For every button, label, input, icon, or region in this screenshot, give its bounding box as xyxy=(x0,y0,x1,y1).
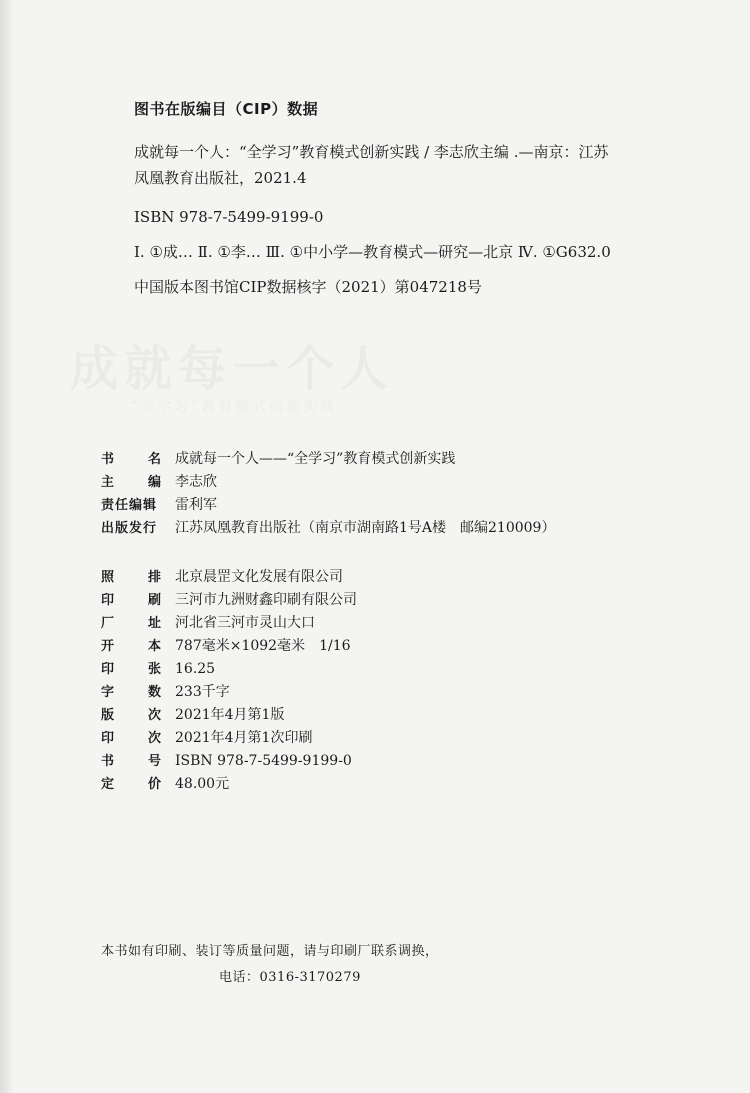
info-label xyxy=(101,448,161,467)
label-char: 次 xyxy=(147,708,161,723)
label-char: 印 xyxy=(101,593,115,608)
info-row-edition xyxy=(101,704,555,727)
cip-classification xyxy=(134,239,694,265)
label-char: 版 xyxy=(101,708,115,723)
label-char: 照 xyxy=(101,570,115,585)
info-value: 48.00元 xyxy=(175,776,230,792)
info-row-book-number xyxy=(101,750,555,773)
label-char: 编 xyxy=(147,475,161,490)
info-label xyxy=(101,589,161,608)
info-row-impression xyxy=(101,727,555,750)
info-label xyxy=(101,471,161,490)
info-label xyxy=(101,566,161,585)
show-through-subtitle: “全学习”教育模式创新实践 xyxy=(130,399,338,415)
info-value: 李志欣 xyxy=(175,474,217,490)
label-char: 定 xyxy=(101,777,115,792)
cip-record-number-text: 中国版本图书馆CIP数据核字（2021）第047218号 xyxy=(134,278,482,296)
cip-record-number xyxy=(134,274,694,300)
info-label xyxy=(101,773,161,792)
quality-notice xyxy=(101,939,681,991)
label-char: 书 xyxy=(101,452,115,467)
cip-classification-text: Ⅰ. ①成… Ⅱ. ①李… Ⅲ. ①中小学—教育模式—研究—北京 Ⅳ. ①G632.0 xyxy=(134,243,611,261)
label-char: 印 xyxy=(101,662,115,677)
cip-isbn xyxy=(134,204,694,230)
label-char: 次 xyxy=(147,731,161,746)
label-char: 数 xyxy=(147,685,161,700)
info-value: 成就每一个人——“全学习”教育模式创新实践 xyxy=(175,451,456,467)
quality-notice-text: 本书如有印刷、装订等质量问题，请与印刷厂联系调换， xyxy=(101,944,439,959)
cip-isbn-text: ISBN 978-7-5499-9199-0 xyxy=(134,208,324,226)
info-row-typesetting xyxy=(101,566,555,589)
label-char: 排 xyxy=(147,570,161,585)
info-row-printer xyxy=(101,589,555,612)
show-through-title: 成就每一个人 xyxy=(70,341,395,397)
info-value: 河北省三河市灵山大口 xyxy=(175,615,315,631)
page-edge-shadow xyxy=(0,0,14,1093)
info-row-title xyxy=(101,448,555,471)
info-value: 787毫米×1092毫米 1/16 xyxy=(175,638,351,654)
cip-heading: 图书在版编目（CIP）数据 xyxy=(134,100,319,118)
info-label: 责任编辑 xyxy=(101,498,158,513)
label-char: 厂 xyxy=(101,616,115,631)
info-row-price xyxy=(101,773,555,796)
publication-info-block xyxy=(101,448,555,796)
info-row-printed-sheets xyxy=(101,658,555,681)
info-value: 北京晨罡文化发展有限公司 xyxy=(175,569,343,585)
info-row-publisher xyxy=(101,517,555,540)
label-char: 刷 xyxy=(147,593,161,608)
info-label xyxy=(101,635,161,654)
cip-description-line-1: 成就每一个人：“全学习”教育模式创新实践 / 李志欣主编 .—南京：江苏 xyxy=(134,143,609,161)
info-label xyxy=(101,750,161,769)
info-row-responsible-editor xyxy=(101,494,555,517)
label-char: 号 xyxy=(147,754,161,769)
info-value: 2021年4月第1次印刷 xyxy=(175,730,313,746)
label-char: 开 xyxy=(101,639,115,654)
label-char: 名 xyxy=(147,452,161,467)
contact-phone: 电话：0316-3170279 xyxy=(219,970,361,985)
label-char: 字 xyxy=(101,685,115,700)
info-row-editor xyxy=(101,471,555,494)
info-label: 出版发行 xyxy=(101,521,158,536)
info-value: 江苏凤凰教育出版社（南京市湖南路1号A楼 邮编210009） xyxy=(175,520,556,536)
info-label xyxy=(101,681,161,700)
info-value: 233千字 xyxy=(175,684,230,700)
cip-description xyxy=(134,139,674,191)
info-row-format xyxy=(101,635,555,658)
cip-data-block xyxy=(134,98,694,309)
label-char: 印 xyxy=(101,731,115,746)
info-label xyxy=(101,612,161,631)
group-spacer xyxy=(101,540,555,566)
cip-description-line-2: 凤凰教育出版社，2021.4 xyxy=(134,169,307,187)
info-row-factory-address xyxy=(101,612,555,635)
info-row-word-count xyxy=(101,681,555,704)
info-label xyxy=(101,727,161,746)
label-char: 址 xyxy=(147,616,161,631)
info-value: 2021年4月第1版 xyxy=(175,707,285,723)
show-through-background xyxy=(70,320,570,420)
label-char: 本 xyxy=(147,639,161,654)
label-char: 价 xyxy=(147,777,161,792)
info-label xyxy=(101,704,161,723)
label-char: 书 xyxy=(101,754,115,769)
info-value: 雷利军 xyxy=(175,497,217,513)
info-value: ISBN 978-7-5499-9199-0 xyxy=(175,753,352,769)
info-value: 三河市九洲财鑫印刷有限公司 xyxy=(175,592,357,608)
label-char: 张 xyxy=(147,662,161,677)
info-value: 16.25 xyxy=(175,661,216,677)
info-label xyxy=(101,658,161,677)
label-char: 主 xyxy=(101,475,115,490)
